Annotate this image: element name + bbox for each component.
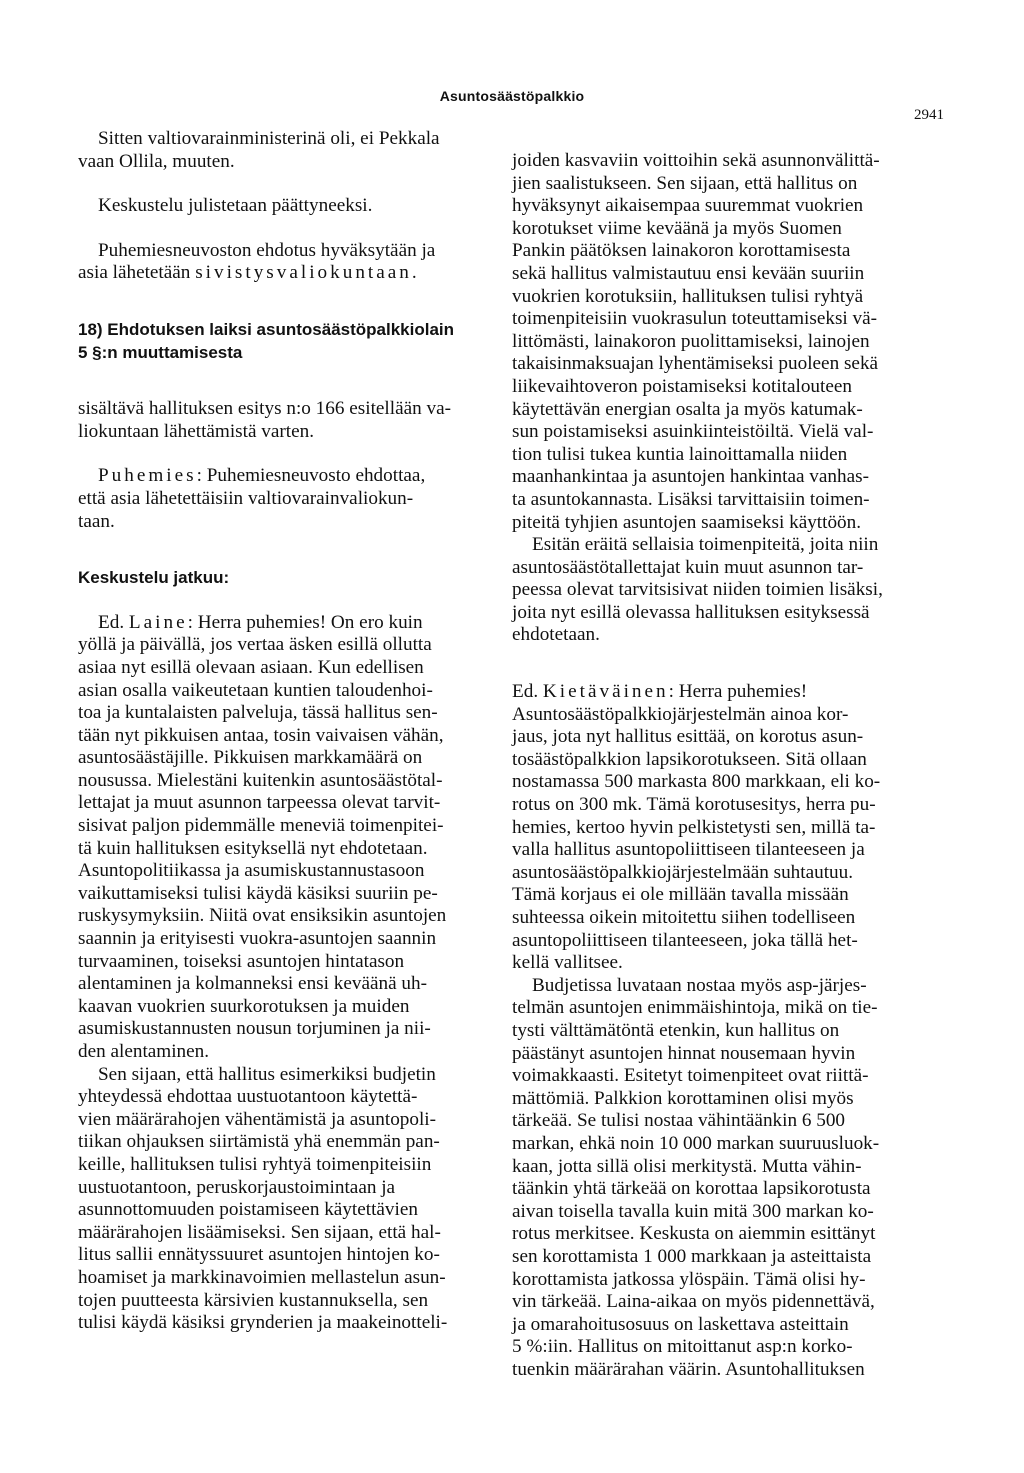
text-line: Keskustelu julistetaan päättyneeksi. xyxy=(98,195,373,217)
text-line: asuntosäästötallettajat kuin muut asunnon tar- xyxy=(512,556,864,578)
text-line: valla hallitus asuntopoliittiseen tilanteeseen ja xyxy=(512,839,865,861)
text-line: telmän asuntojen enimmäishintoja, mikä on tie- xyxy=(512,997,878,1019)
text-line: voimakkaasti. Esitetyt toimenpiteet ovat riittä- xyxy=(512,1065,869,1087)
text-line: määrärahojen lisäämiseksi. Sen sijaan, että hal- xyxy=(78,1221,441,1243)
speaker-name: Puhemies xyxy=(98,465,197,487)
text-line: jien saalistukseen. Sen sijaan, että hallitus on xyxy=(512,172,858,194)
text-line: tojen puutteesta kärsivien kustannuksella, sen xyxy=(78,1289,429,1311)
section-heading: Keskustelu jatkuu: xyxy=(78,568,230,588)
text-line: mättömiä. Palkkion korottaminen olisi myös xyxy=(512,1087,854,1109)
text-line: tä kuin hallituksen esityksellä nyt ehdotetaan. xyxy=(78,837,428,859)
text-line: joita nyt esillä olevassa hallituksen esityksessä xyxy=(512,601,870,623)
text-line: vien määrärahojen vähentämistä ja asuntopoli- xyxy=(78,1108,437,1130)
text-line: tosäästöpalkkion lapsikorotukseen. Sitä ollaan xyxy=(512,748,867,770)
text-line: toimenpiteisiin vuokrasulun toteuttamiseksi vä- xyxy=(512,308,878,330)
text-line: liokuntaan lähettämistä varten. xyxy=(78,420,315,442)
text-line: toa ja kuntalaisten palveluja, tässä hallitus sen- xyxy=(78,702,438,724)
text-line: 5 %:iin. Hallitus on mitoittanut asp:n korko- xyxy=(512,1336,853,1358)
text-line: Pankin päätöksen lainakoron korottamisesta xyxy=(512,240,851,262)
text-line: vaan Ollila, muuten. xyxy=(78,150,235,172)
text-line: Asuntosäästöpalkkiojärjestelmän ainoa kor- xyxy=(512,703,849,725)
committee-name: sivistysvaliokuntaan xyxy=(195,262,412,284)
text-line: päästänyt asuntojen hinnat nousemaan hyvin xyxy=(512,1042,856,1064)
paragraph xyxy=(78,634,510,1063)
text-line: takaisinmaksuajan lyhentämiseksi puoleen sekä xyxy=(512,353,879,375)
text-line: aivan toisella tavalla kuin mitä 300 markan ko- xyxy=(512,1200,874,1222)
text-line: sisältävä hallituksen esitys n:o 166 esitellään va- xyxy=(78,398,452,420)
section-heading: 5 §:n muuttamisesta xyxy=(78,342,243,362)
text-line: nousussa. Mielestäni kuitenkin asuntosäästötal- xyxy=(78,769,443,791)
text-line: keille, hallituksen tulisi ryhtyä toimenpiteisiin xyxy=(78,1153,432,1175)
text-run: Ed. xyxy=(98,611,129,633)
text-line: sun poistamiseksi asuinkiinteistöiltä. Vielä val- xyxy=(512,421,874,443)
text-line: asian osalla vaikeutetaan kuntien taloudenhoi- xyxy=(78,679,433,701)
right-column xyxy=(512,128,950,1381)
text-line: rotus merkitsee. Keskusta on aiemmin esittänyt xyxy=(512,1223,876,1245)
text-line: taan. xyxy=(78,510,115,532)
text-line: kellä vallitsee. xyxy=(512,952,623,974)
text-line: asuntopoliittiseen tilanteeseen, joka tällä het- xyxy=(512,929,858,951)
paragraph xyxy=(512,975,950,1382)
text-line: markan, ehkä noin 10 000 markan suuruusluok- xyxy=(512,1132,880,1154)
text-line: asiaa nyt esillä olevaan asiaan. Kun edellisen xyxy=(78,656,424,678)
text-line: ta asuntokannasta. Lisäksi tarvittaisiin toimen- xyxy=(512,488,870,510)
text-line: tuenkin määrärahan väärin. Asuntohallituksen xyxy=(512,1358,865,1380)
text-line: tiikan ohjauksen siirtämistä yhä enemmän pan- xyxy=(78,1131,440,1153)
text-run: : Herra puhemies! On ero kuin xyxy=(187,611,423,633)
text-line: asunnottomuuden poistamiseen käytettävien xyxy=(78,1199,418,1221)
text-line: korotukset viime keväänä ja myös Suomen xyxy=(512,217,842,239)
text-line: käytettävän energian osalta ja myös katumak- xyxy=(512,398,863,420)
text-line: vaikuttamiseksi tulisi käydä käsiksi suuriin pe- xyxy=(78,882,438,904)
section-heading: 18) Ehdotuksen laiksi asuntosäästöpalkkiolain xyxy=(78,319,455,339)
text-line: tään nyt pikkuisen antaa, tosin vaivaisen vähän, xyxy=(78,724,444,746)
text-line xyxy=(512,681,950,704)
speaker-name: Kietäväinen xyxy=(542,681,669,703)
text-line: turvaaminen, toiseksi asuntojen hintatason xyxy=(78,950,405,972)
text-line: että asia lähetettäisiin valtiovarainvaliokun- xyxy=(78,487,414,509)
text-line xyxy=(78,465,510,488)
text-run: Ed. xyxy=(512,681,543,703)
page-header-title: Asuntosäästöpalkkio xyxy=(439,88,585,104)
text-line: korottamista jatkossa ylöspäin. Tämä olisi hy- xyxy=(512,1268,866,1290)
paragraph xyxy=(512,150,950,534)
text-line: lettajat ja muut asunnon tarpeessa olevat tarvit- xyxy=(78,792,441,814)
speaker-name: Laine xyxy=(128,611,188,633)
text-line: vuokrien korotuksiin, hallituksen tulisi ryhtyä xyxy=(512,285,864,307)
text-run: asia lähetetään xyxy=(78,262,196,284)
text-line: ehdotetaan. xyxy=(512,624,600,646)
text-line: alentaminen ja kolmanneksi ensi keväänä uh- xyxy=(78,973,427,995)
text-line: yöllä ja päivällä, jos vertaa äsken esillä ollutta xyxy=(78,634,432,656)
text-line: yhteydessä ehdottaa uustuotantoon käytettä- xyxy=(78,1086,418,1108)
text-line: den alentaminen. xyxy=(78,1041,210,1062)
paragraph xyxy=(512,534,950,647)
text-line: uustuotantoon, peruskorjaustoimintaan ja xyxy=(78,1176,396,1198)
text-run: : Puhemiesneuvosto ehdottaa, xyxy=(196,465,426,487)
text-line: hoamiset ja markkinavoimien mellastelun asun- xyxy=(78,1266,446,1288)
text-line: ja omarahoitusosuus on laskettava asteittain xyxy=(512,1313,849,1335)
text-line: peessa olevat tarvitsisivat niiden toimien lisäksi, xyxy=(512,579,883,601)
text-line: liikevaihtoveron poistamiseksi kotitalouteen xyxy=(512,375,852,397)
text-line: tion tulisi tukea kuntia lainoittamalla niiden xyxy=(512,443,848,465)
text-line: sen korottamista 1 000 markkaan ja asteittaista xyxy=(512,1245,872,1267)
text-line: Esitän eräitä sellaisia toimenpiteitä, joita niin xyxy=(532,534,879,556)
text-run: . xyxy=(411,262,417,284)
text-line: suhteessa oikein mitoitettu siihen todelliseen xyxy=(512,907,856,928)
text-line: tysti välttämätöntä etenkin, kun hallitus on xyxy=(512,1019,840,1041)
text-line: rotus on 300 mk. Tämä korotusesitys, herra pu- xyxy=(512,794,876,816)
text-line: täänkin yhtä tärkeää on korottaa lapsikorotusta xyxy=(512,1178,871,1200)
text-line: Budjetissa luvataan nostaa myös asp-järjes- xyxy=(532,974,867,996)
text-line: Tämä korjaus ei ole millään tavalla missään xyxy=(512,884,849,906)
text-line: maanhankintaa ja asuntojen hankintaa vanhas- xyxy=(512,466,869,488)
text-line: joiden kasvaviin voittoihin sekä asunnonvälittä- xyxy=(512,150,880,171)
text-line: tärkeää. Se tulisi nostaa vähintäänkin 6 500 xyxy=(512,1110,846,1132)
text-line: jaus, jota nyt hallitus esittää, on korotus asun- xyxy=(512,726,864,748)
text-line: sekä hallitus valmistautuu ensi kevään suuriin xyxy=(512,262,865,284)
text-line: tulisi käydä käsiksi grynderien ja maakeinotteli- xyxy=(78,1312,448,1334)
text-line: hyväksynyt aikaisempaa suuremmat vuokrien xyxy=(512,195,864,217)
text-line: litus sallii ennätyssuuret asuntojen hintojen ko- xyxy=(78,1244,440,1266)
text-line: Asuntopolitiikassa ja asumiskustannustasoon xyxy=(78,860,425,882)
text-line: asuntosäästöpalkkiojärjestelmään suhtautuu. xyxy=(512,861,854,883)
text-line: Sen sijaan, että hallitus esimerkiksi budjetin xyxy=(98,1063,436,1085)
text-line: sisivat paljon pidemmälle meneviä toimenpitei- xyxy=(78,815,444,837)
text-line: hemies, kertoo hyvin pelkistetysti sen, millä ta- xyxy=(512,816,876,838)
left-column xyxy=(78,128,510,1335)
paragraph xyxy=(512,704,950,975)
text-line: Sitten valtiovarainministerinä oli, ei Pekkala xyxy=(98,128,440,149)
text-line xyxy=(78,612,510,635)
text-line: nostamassa 500 markasta 800 markkaan, eli ko- xyxy=(512,771,881,793)
paragraph xyxy=(78,1064,510,1335)
text-line: kaan, jotta sillä olisi merkitystä. Mutta vähin- xyxy=(512,1155,862,1177)
text-line: littömästi, lainakoron puolittamiseksi, lainojen xyxy=(512,330,870,352)
text-line: kaavan vuokrien suurkorotuksen ja muiden xyxy=(78,995,410,1017)
text-line: saannin ja erityisesti vuokra-asuntojen saannin xyxy=(78,928,437,950)
text-line: piteitä tyhjien asuntojen saamiseksi käyttöön. xyxy=(512,511,862,533)
text-line: asumiskustannusten nousun torjuminen ja nii- xyxy=(78,1018,431,1040)
page-number: 2941 xyxy=(914,107,944,123)
text-line xyxy=(78,262,510,285)
text-line: Puhemiesneuvoston ehdotus hyväksytään ja xyxy=(98,239,436,261)
text-line: vin tärkeää. Laina-aikaa on myös pidennettävä, xyxy=(512,1291,875,1313)
text-line: asuntosäästäjille. Pikkuisen markkamäärä on xyxy=(78,747,423,769)
text-run: : Herra puhemies! xyxy=(668,681,808,703)
text-line: ruskysymyksiin. Niitä ovat ensiksikin asuntojen xyxy=(78,905,447,927)
